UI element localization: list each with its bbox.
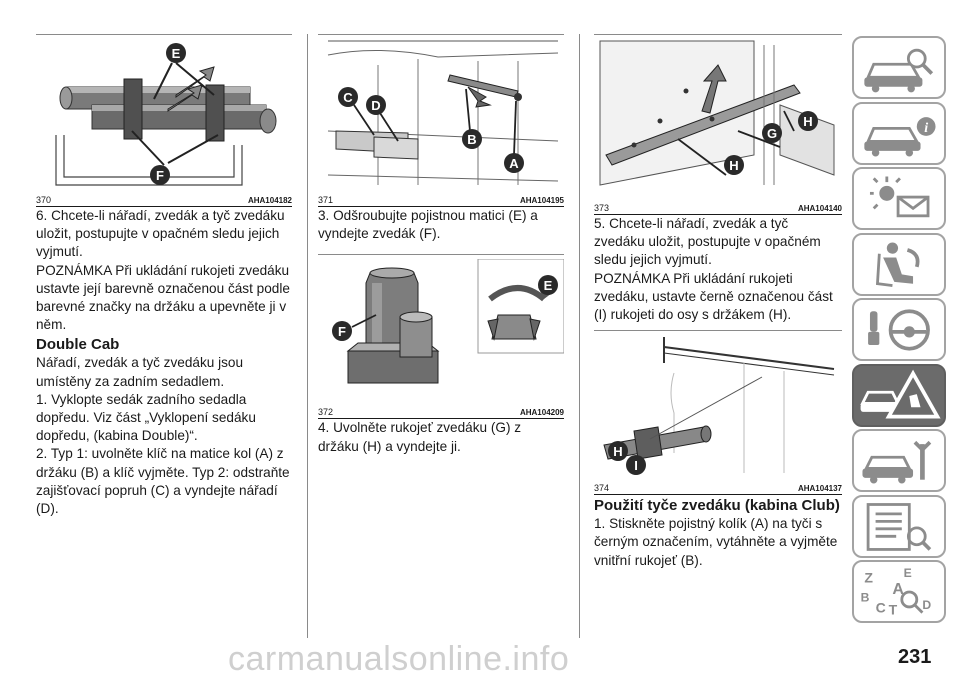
column-2-text-a <box>318 207 564 243</box>
car-wrench-icon <box>854 431 944 490</box>
figure-caption <box>318 407 564 419</box>
section-rule <box>318 254 564 255</box>
figure-370 <box>36 35 292 207</box>
figure-caption <box>318 195 564 207</box>
figure-number: 374 <box>594 483 610 494</box>
step-paragraph: 4. Uvolněte rukojeť zvedáku (G) z držáku (H) a vyndejte ji. <box>318 420 522 454</box>
svg-text:F: F <box>156 168 164 183</box>
tab-index[interactable] <box>852 560 946 623</box>
svg-text:A: A <box>892 580 904 598</box>
tab-car-search[interactable] <box>852 36 946 99</box>
car-info-icon <box>854 104 944 163</box>
column-divider-1 <box>307 34 308 638</box>
column-1-text <box>36 207 292 518</box>
jack-handle-mounted-illustration <box>594 333 842 483</box>
wrench-bracket-illustration <box>318 35 564 195</box>
step-paragraph: 2. Typ 1: uvolněte klíč na matice kol (A) z držáku (B) a klíč vyjměte. Typ 2: odstraňte zajišťovací popruh (C) a vyndejte nářadí (D). <box>36 446 290 517</box>
bottle-jack-illustration <box>318 259 564 407</box>
figure-number: 370 <box>36 195 52 205</box>
svg-text:H: H <box>729 158 739 173</box>
chapter-navigation <box>852 36 946 626</box>
svg-text:i: i <box>924 119 929 136</box>
section-heading: Double Cab <box>36 336 120 354</box>
figure-code: AHA104195 <box>519 196 564 205</box>
figure-373 <box>594 35 842 215</box>
dashboard-lights-icon <box>854 169 944 228</box>
column-3 <box>594 34 842 570</box>
section-heading: Použití tyče zvedáku (kabina Club) <box>594 497 840 515</box>
watermark: carmanualsonline.info <box>228 640 570 678</box>
car-warning-triangle-icon <box>854 366 944 425</box>
handle-holder-illustration <box>594 35 842 203</box>
figure-code: AHA104209 <box>519 408 564 418</box>
step-paragraph: 5. Chcete-li nářadí, zvedák a tyč zvedáku uložit, postupujte v opačném sledu jejich vyjmutí. <box>594 216 821 268</box>
tab-specifications[interactable] <box>852 495 946 558</box>
column-3-text-b <box>594 496 842 570</box>
figure-code: AHA104140 <box>797 204 842 213</box>
svg-text:H: H <box>803 114 813 129</box>
section-rule <box>594 330 842 331</box>
figure-caption <box>594 203 842 215</box>
svg-text:D: D <box>922 597 932 612</box>
svg-text:B: B <box>860 590 870 605</box>
seat-airbag-icon <box>854 235 944 294</box>
step-paragraph: 3. Odšroubujte pojistnou matici (E) a vyndejte zvedák (F). <box>318 208 538 242</box>
figure-374 <box>594 333 842 495</box>
svg-text:E: E <box>543 278 553 294</box>
figure-caption <box>36 195 292 207</box>
tab-key-steering[interactable] <box>852 298 946 361</box>
figure-caption <box>594 483 842 495</box>
svg-text:C: C <box>875 599 886 616</box>
svg-text:F: F <box>338 324 346 340</box>
tab-car-info[interactable] <box>852 102 946 165</box>
figure-code: AHA104182 <box>247 196 292 205</box>
tab-seat-airbag[interactable] <box>852 233 946 296</box>
page-number: 231 <box>898 646 932 668</box>
svg-text:Z: Z <box>864 569 873 586</box>
figure-372 <box>318 259 564 419</box>
column-divider-2 <box>579 34 580 638</box>
step-paragraph: 1. Stiskněte pojistný kolík (A) na tyči s černým označením, vytáhněte a vyjměte vnitřní rukojeť (B). <box>594 516 838 568</box>
svg-text:I: I <box>634 458 638 474</box>
figure-code: AHA104137 <box>797 484 842 494</box>
column-2 <box>318 34 564 456</box>
key-steering-wheel-icon <box>854 300 944 359</box>
column-3-text-a <box>594 215 842 324</box>
alphabetical-index-icon <box>854 562 944 621</box>
figure-number: 373 <box>594 203 610 213</box>
svg-text:T: T <box>888 601 898 618</box>
jack-handle-illustration <box>36 35 292 195</box>
svg-text:E: E <box>903 565 912 580</box>
svg-text:C: C <box>343 90 353 105</box>
tab-service[interactable] <box>852 429 946 492</box>
checklist-icon <box>854 497 944 556</box>
note-paragraph: POZNÁMKA Při ukládání rukojeti zvedáku, ustavte černě označenou část (I) rukojeti do osy s držákem (H). <box>594 270 833 323</box>
tab-emergency[interactable] <box>852 364 946 427</box>
figure-number: 371 <box>318 195 334 205</box>
svg-text:A: A <box>509 156 519 171</box>
svg-text:D: D <box>371 98 381 113</box>
paragraph: 6. Chcete-li nářadí, zvedák a tyč zvedáku uložit, postupujte v opačném sledu jejich vyjmutí. <box>36 208 285 260</box>
svg-text:B: B <box>467 132 477 147</box>
figure-number: 372 <box>318 407 334 418</box>
step-paragraph: 1. Vyklopte sedák zadního sedadla dopředu. Viz část „Vyklopení sedáku dopředu, (kabina Double)“. <box>36 391 256 444</box>
car-search-icon <box>854 38 944 97</box>
column-2-text-b <box>318 419 564 455</box>
note-paragraph: POZNÁMKA Při ukládání rukojeti zvedáku ustavte její barevně označenou část podle barevné značky na držáku a upevněte ji v něm. <box>36 262 290 333</box>
svg-text:H: H <box>613 444 623 460</box>
column-1 <box>36 34 292 518</box>
tab-dashboard-lights[interactable] <box>852 167 946 230</box>
svg-text:E: E <box>171 46 181 61</box>
svg-text:G: G <box>766 126 778 141</box>
figure-371 <box>318 35 564 207</box>
paragraph: Nářadí, zvedák a tyč zvedáku jsou umístěny za zadním sedadlem. <box>36 355 244 389</box>
